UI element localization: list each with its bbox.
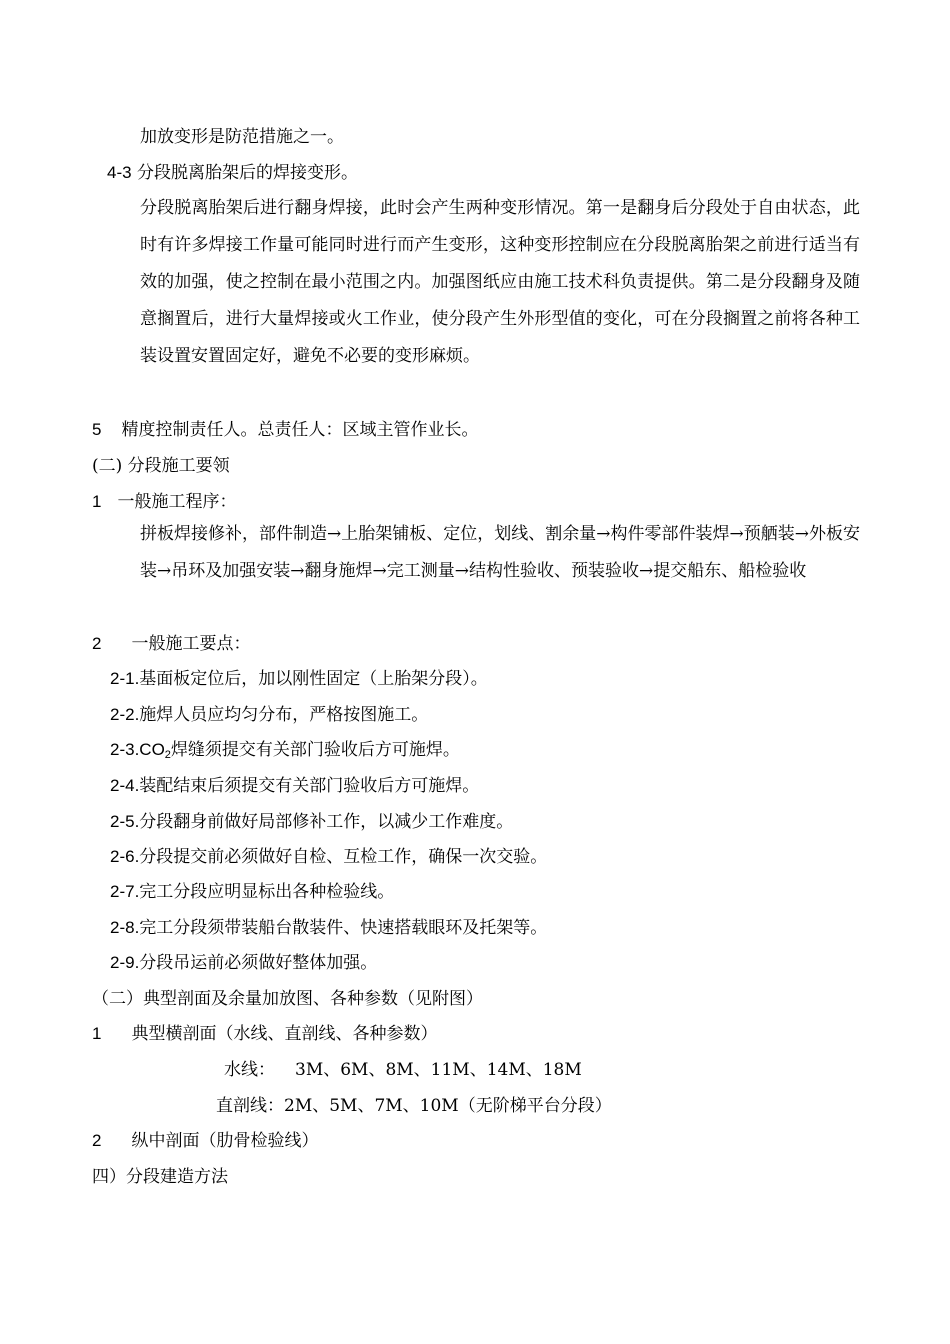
- point-number: 2-3.: [110, 740, 140, 759]
- point-2-8: [110, 916, 547, 940]
- item-number: 2: [92, 634, 102, 653]
- item-number: 1: [92, 1024, 102, 1043]
- point-2-4: [110, 774, 479, 798]
- item-3-2: [92, 1129, 318, 1153]
- waterline-row: [224, 1058, 582, 1082]
- point-text: 基面板定位后，加以刚性固定（上胎架分段）。: [139, 669, 488, 689]
- point-text: 装配结束后须提交有关部门验收后方可施焊。: [139, 776, 480, 796]
- item-number: 1: [92, 492, 102, 511]
- point-2-3: [110, 738, 460, 762]
- waterline-values: 3M、6M、8M、11M、14M、18M: [295, 1060, 582, 1080]
- point-text: 焊缝须提交有关部门验收后方可施焊。: [170, 740, 460, 760]
- subsection-number: 4-3: [107, 163, 132, 182]
- formula-base: CO: [139, 740, 165, 759]
- formula-subscript: 2: [164, 749, 171, 761]
- point-number: 2-7.: [110, 882, 140, 901]
- point-2-1: [110, 667, 488, 691]
- point-text: 分段吊运前必须做好整体加强。: [139, 953, 378, 973]
- item-text: 一般施工程序：: [117, 492, 237, 512]
- point-2-5: [110, 810, 513, 834]
- section-heading-building-method: 四）分段建造方法: [92, 1167, 228, 1187]
- item-2-points-heading: [92, 632, 250, 656]
- item-5: [92, 418, 478, 442]
- point-number: 2-8.: [110, 918, 140, 937]
- point-text: 分段翻身前做好局部修补工作，以减少工作难度。: [139, 812, 514, 832]
- point-number: 2-5.: [110, 812, 140, 831]
- paragraph-continuation: 加放变形是防范措施之一。: [140, 127, 344, 147]
- section-heading-typical-sections: （二）典型剖面及余量加放图、各种参数（见附图）: [92, 989, 483, 1009]
- point-number: 2-1.: [110, 669, 140, 688]
- point-2-2: [110, 703, 428, 727]
- point-2-7: [110, 880, 394, 904]
- procedure-paragraph: 拼板焊接修补，部件制造→上胎架铺板、定位，划线、割余量→构件零部件装焊→预舾装→外板安装→吊环及加强安装→翻身施焊→完工测量→结构性验收、预装验收→提交船东、船检验收: [140, 524, 860, 581]
- point-text: 完工分段须带装船台散装件、快速搭载眼环及托架等。: [139, 918, 548, 938]
- point-text: 分段提交前必须做好自检、互检工作，确保一次交验。: [139, 847, 548, 867]
- item-text: 典型横剖面（水线、直剖线、各种参数）: [131, 1024, 438, 1044]
- point-number: 2-9.: [110, 953, 140, 972]
- point-text: 完工分段应明显标出各种检验线。: [139, 882, 395, 902]
- item-1-procedure-heading: [92, 490, 236, 514]
- paragraph-4-3: 分段脱离胎架后进行翻身焊接，此时会产生两种变形情况。第一是翻身后分段处于自由状态，此时有许多焊接工作量可能同时进行而产生变形，这种变形控制应在分段脱离胎架之前进行适当有效的加强，使之控制在最小范围之内。加强图纸应由施工技术科负责提供。第二是分段翻身及随意搁置后，进行大量焊接或火工作业，使分段产生外形型值的变化，可在分段搁置之前将各种工装设置安置固定好，避免不必要的变形麻烦。: [140, 198, 860, 366]
- point-number: 2-6.: [110, 847, 140, 866]
- section-heading-construction: (二) 分段施工要领: [92, 456, 230, 476]
- co2-formula: [139, 740, 171, 759]
- buttock-label: 直剖线：: [216, 1096, 284, 1116]
- item-number: 2: [92, 1131, 102, 1150]
- buttock-line-row: [216, 1094, 612, 1118]
- item-number: 5: [92, 420, 102, 439]
- waterline-label: 水线：: [224, 1060, 275, 1080]
- point-text: 施焊人员应均匀分布，严格按图施工。: [139, 705, 429, 725]
- item-text: 一般施工要点：: [131, 634, 251, 654]
- point-2-6: [110, 845, 547, 869]
- subsection-heading-4-3: [107, 161, 358, 185]
- item-text: 精度控制责任人。总责任人：区域主管作业长。: [121, 420, 479, 440]
- buttock-values: 2M、5M、7M、10M（无阶梯平台分段）: [284, 1096, 612, 1116]
- subsection-title: 分段脱离胎架后的焊接变形。: [136, 163, 358, 183]
- point-number: 2-2.: [110, 705, 140, 724]
- item-3-1: [92, 1022, 437, 1046]
- point-2-9: [110, 951, 377, 975]
- item-text: 纵中剖面（肋骨检验线）: [131, 1131, 319, 1151]
- point-number: 2-4.: [110, 776, 140, 795]
